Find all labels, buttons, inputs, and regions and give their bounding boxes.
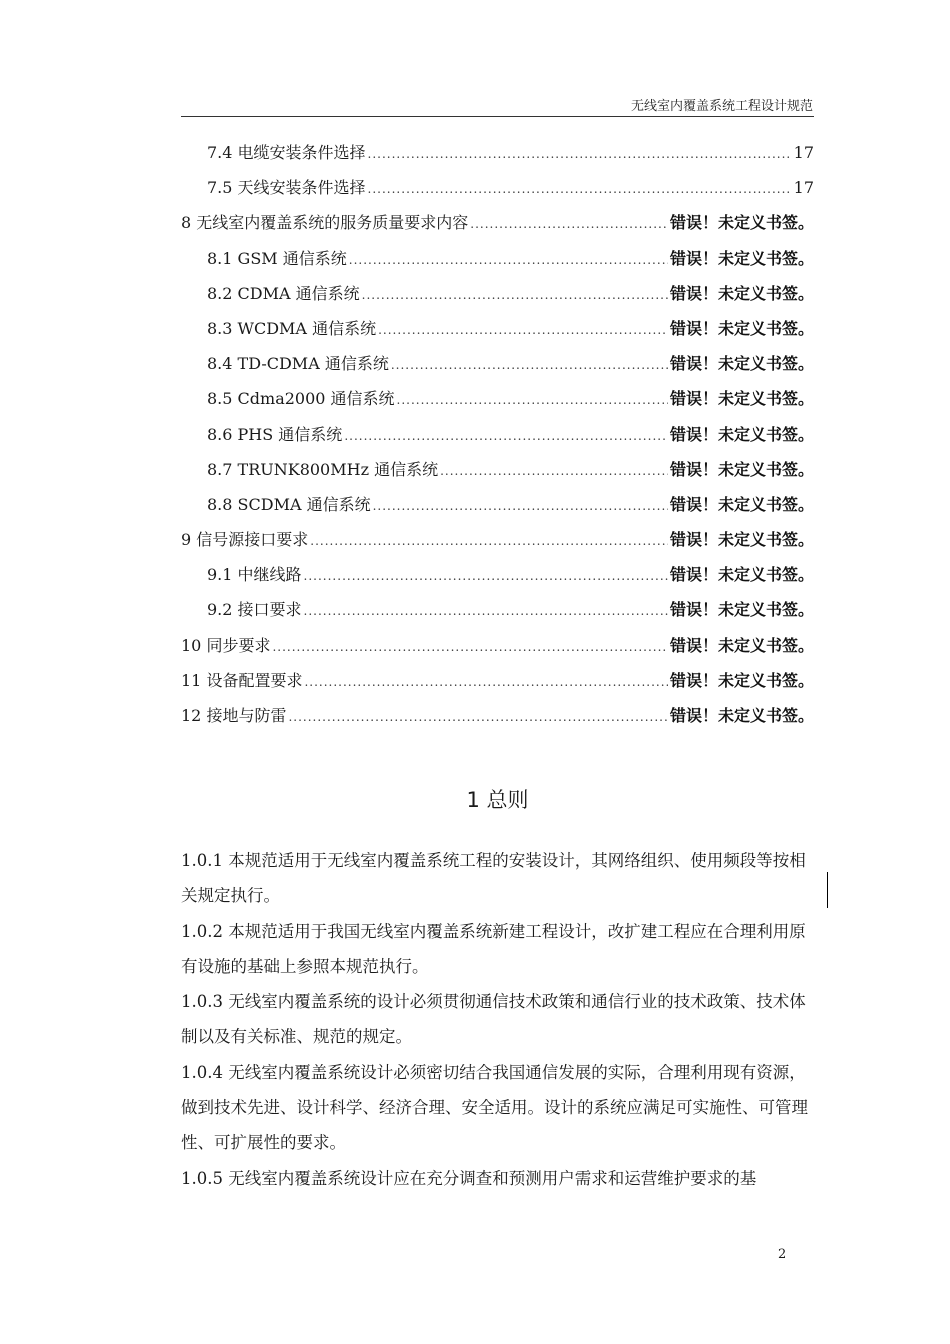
toc-entry-page: 错误！未定义书签。	[669, 213, 814, 233]
toc-entry-title: 8.8 SCDMA 通信系统	[207, 494, 371, 514]
body-text	[181, 843, 821, 1196]
toc-entry-title: 9.1 中继线路	[207, 565, 302, 585]
toc-entry[interactable]	[181, 281, 814, 316]
header-rule	[181, 116, 814, 117]
toc-entry[interactable]	[181, 422, 814, 457]
toc-leader-dots	[349, 253, 668, 267]
toc-entry-title: 8 无线室内覆盖系统的服务质量要求内容	[181, 213, 469, 233]
toc-entry-title: 8.2 CDMA 通信系统	[207, 283, 360, 303]
running-header: 无线室内覆盖系统工程设计规范	[630, 99, 813, 114]
toc-entry[interactable]	[181, 246, 814, 281]
toc-entry[interactable]	[181, 457, 814, 492]
toc-leader-dots	[304, 604, 668, 618]
toc-entry[interactable]	[181, 175, 814, 210]
toc-entry-page: 错误！未定义书签。	[669, 530, 814, 550]
toc-entry-page: 错误！未定义书签。	[669, 459, 814, 479]
toc-entry-title: 9 信号源接口要求	[181, 530, 309, 550]
body-paragraph: 1.0.1 本规范适用于无线室内覆盖系统工程的安装设计，其网络组织、使用频段等按相关规定执行。	[181, 851, 806, 906]
body-paragraph: 1.0.2 本规范适用于我国无线室内覆盖系统新建工程设计，改扩建工程应在合理利用原有设施的基础上参照本规范执行。	[181, 921, 806, 976]
toc-entry-page: 错误！未定义书签。	[669, 635, 814, 655]
toc-entry-page: 错误！未定义书签。	[669, 706, 814, 725]
toc-entry-page: 错误！未定义书签。	[669, 670, 814, 690]
toc-entry[interactable]	[181, 597, 814, 632]
page-number: 2	[778, 1247, 787, 1262]
toc-entry-title: 8.4 TD-CDMA 通信系统	[207, 354, 389, 374]
toc-entry[interactable]	[181, 386, 814, 421]
toc-leader-dots	[344, 429, 668, 443]
toc-leader-dots	[470, 217, 668, 231]
toc-entry-title: 9.2 接口要求	[207, 600, 302, 620]
toc-leader-dots	[304, 675, 668, 689]
toc-entry-page: 17	[793, 143, 814, 162]
toc-entry-page: 错误！未定义书签。	[669, 318, 814, 338]
toc-leader-dots	[373, 499, 668, 513]
table-of-contents	[181, 140, 814, 738]
section-title: 1 总则	[466, 788, 529, 812]
toc-leader-dots	[272, 640, 668, 654]
toc-entry-page: 错误！未定义书签。	[669, 283, 814, 303]
toc-entry[interactable]	[181, 703, 814, 738]
toc-entry-page: 错误！未定义书签。	[669, 424, 814, 444]
toc-entry-page: 错误！未定义书签。	[669, 565, 814, 585]
toc-leader-dots	[368, 182, 792, 196]
toc-entry[interactable]	[181, 633, 814, 668]
toc-leader-dots	[397, 393, 668, 407]
toc-entry-title: 8.6 PHS 通信系统	[207, 424, 343, 444]
body-paragraph: 1.0.3 无线室内覆盖系统的设计必须贯彻通信技术政策和通信行业的技术政策、技术体制以及有关标准、规范的规定。	[181, 992, 806, 1047]
toc-entry-page: 错误！未定义书签。	[669, 248, 814, 268]
toc-entry-page: 错误！未定义书签。	[669, 389, 814, 409]
toc-entry[interactable]	[181, 140, 814, 175]
body-paragraph: 1.0.5 无线室内覆盖系统设计应在充分调查和预测用户需求和运营维护要求的基	[181, 1168, 757, 1188]
toc-leader-dots	[440, 464, 668, 478]
toc-entry-title: 8.1 GSM 通信系统	[207, 248, 347, 268]
toc-leader-dots	[304, 569, 668, 583]
toc-entry[interactable]	[181, 351, 814, 386]
toc-entry-title: 11 设备配置要求	[181, 670, 303, 690]
toc-entry-title: 7.5 天线安装条件选择	[207, 178, 366, 198]
toc-entry[interactable]	[181, 562, 814, 597]
toc-entry-title: 12 接地与防雷	[181, 706, 287, 725]
toc-entry-page: 错误！未定义书签。	[669, 354, 814, 374]
toc-entry-title: 8.3 WCDMA 通信系统	[207, 318, 377, 338]
toc-leader-dots	[391, 358, 668, 372]
toc-leader-dots	[310, 534, 668, 548]
toc-leader-dots	[368, 147, 792, 161]
toc-entry-title: 10 同步要求	[181, 635, 271, 655]
toc-entry-title: 8.7 TRUNK800MHz 通信系统	[207, 459, 439, 479]
toc-leader-dots	[362, 288, 668, 302]
toc-entry-title: 7.4 电缆安装条件选择	[207, 143, 366, 162]
text-cursor	[827, 872, 828, 908]
toc-entry[interactable]	[181, 527, 814, 562]
toc-leader-dots	[288, 710, 668, 724]
toc-entry[interactable]	[181, 210, 814, 245]
toc-entry[interactable]	[181, 668, 814, 703]
toc-entry-page: 错误！未定义书签。	[669, 494, 814, 514]
toc-entry-page: 错误！未定义书签。	[669, 600, 814, 620]
toc-leader-dots	[378, 323, 668, 337]
toc-entry-title: 8.5 Cdma2000 通信系统	[207, 389, 395, 409]
body-paragraph: 1.0.4 无线室内覆盖系统设计必须密切结合我国通信发展的实际，合理利用现有资源，做到技术先进、设计科学、经济合理、安全适用。设计的系统应满足可实施性、可管理性、可扩展性的要求。	[181, 1062, 808, 1153]
toc-entry-page: 17	[793, 178, 814, 198]
toc-entry[interactable]	[181, 492, 814, 527]
toc-entry[interactable]	[181, 316, 814, 351]
